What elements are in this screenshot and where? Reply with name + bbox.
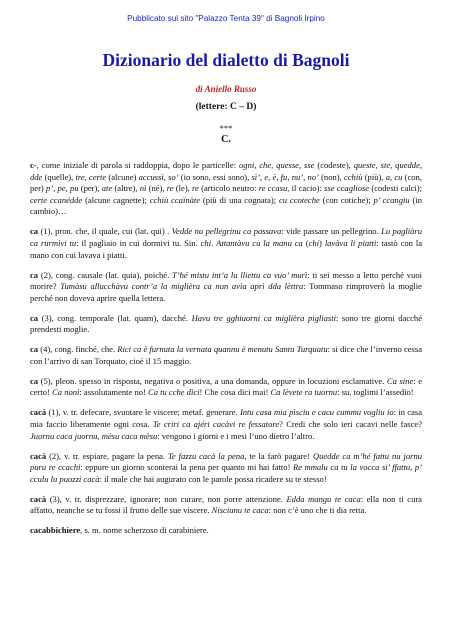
- headword: ca: [30, 269, 39, 280]
- example-text: Juornu caca juornu, mèsu caca mèsu: [30, 430, 158, 441]
- example-text: p’, pe, pu: [46, 183, 79, 194]
- definition-text: (né),: [146, 183, 167, 194]
- entry-cacabbichiere: [30, 525, 422, 537]
- example-text: chi: [308, 237, 320, 248]
- definition-text: , s. m. nome scherzoso di carabiniere.: [80, 525, 209, 536]
- definition-text: , il cacio):: [287, 183, 325, 194]
- example-text: Edda mangu te caca: [286, 493, 361, 504]
- definition-text: : si dice che l’inverno cessa con l’arrivo di san Torquato, cioè il 15 maggio.: [30, 344, 423, 366]
- example-text: lavàva li piatti: [324, 237, 377, 248]
- definition-text: .: [211, 237, 217, 248]
- example-text: Tumàsu allucchàvu contr’a la miglièra ca nun avìa aprì dda lèttra: [60, 281, 304, 292]
- definition-text: (3), cong. temporale (lat. quam), dacché.: [38, 312, 192, 323]
- entry-caca-1: [30, 407, 422, 442]
- definition-text: : non c’è uno che ti dia retta.: [268, 505, 367, 516]
- definition-text: : e certo!: [30, 375, 422, 398]
- example-text: Rici ca è furnuta la vernata quannu è menutu Santu Turquatu: [117, 344, 328, 355]
- section-letter: C.: [221, 134, 231, 145]
- definition-text: : ella non ti cura affatto, neanche se tu fossi il frutto delle sue viscere.: [30, 493, 422, 516]
- definition-text: : tastò con la mano con cui lavava i piatti.: [30, 237, 422, 260]
- definition-text: (2), v. tr. espiare, pagare la pena.: [46, 450, 168, 461]
- definition-text: : ti sei messo a letto perché vuoi morire?: [30, 269, 422, 292]
- definition-text: : il pagliaio in cui dormivi tu. Sin.: [76, 237, 201, 248]
- headword: cacabbichiere: [30, 525, 81, 536]
- letters-range: (lettere: C – D): [195, 102, 257, 112]
- separator: ***: [219, 123, 233, 133]
- headword: ca: [30, 375, 39, 386]
- definition-text: (io sono, essi sono),: [178, 171, 252, 182]
- entry-ca-5: [30, 376, 422, 399]
- example-text: Ca nonì: [52, 387, 80, 398]
- definition-text: : assolutamente no!: [79, 387, 148, 398]
- dictionary-entries: [30, 160, 422, 545]
- definition-text: (3), v. tr. disprezzare, ignorare; non curare, non porre attenzione.: [46, 493, 287, 504]
- example-text: Ca lèvete ra tuornu: [270, 387, 338, 398]
- example-text: sse ccagliose: [324, 183, 370, 194]
- definition-text: (con cotiche);: [319, 194, 374, 205]
- example-text: re: [166, 183, 174, 194]
- document-title: Dizionario del dialetto di Bagnoli: [102, 50, 350, 70]
- definition-text: : il male che hai augurato con le parole possa ricadere su te stesso!: [99, 473, 327, 484]
- example-text: certe ccanédde: [30, 194, 83, 205]
- definition-text: (1), v. tr. defecare, svuotare le viscere; metaf. generare.: [46, 407, 240, 418]
- definition-text: (articolo neutro:: [198, 183, 259, 194]
- example-text: Attantàvu cu la manu ca: [216, 237, 303, 248]
- example-text: tre, certe: [75, 171, 107, 182]
- headword: c-: [30, 160, 37, 170]
- definition-text: (quelle),: [42, 171, 76, 182]
- example-text: nì: [139, 183, 147, 194]
- example-text: cchiù: [343, 171, 363, 182]
- headword: ca: [30, 312, 39, 323]
- definition-text: : vide passare un pellegrino.: [281, 226, 382, 237]
- example-text: Havu tre gghiuorni ca miglièra pigliasti: [191, 312, 336, 323]
- example-text: re: [192, 183, 199, 194]
- headword: cacà: [30, 407, 47, 418]
- definition-text: (per),: [78, 183, 102, 194]
- example-text: Re mmalu ca tu la vocca si’ ffattu, p’ cculu lu puozzi cacà: [30, 462, 422, 484]
- headword: ca: [30, 344, 39, 355]
- example-text: Ca sine: [386, 375, 414, 386]
- definition-text: : vengono i giorni e i mesi l’uno dietro l’altro.: [157, 430, 315, 441]
- example-text: sì’, e, è, fu, nu’, no’: [251, 171, 319, 182]
- entry-ca-2: [30, 270, 422, 305]
- example-text: cu ccoteche: [278, 194, 320, 205]
- headword: ca: [30, 226, 39, 237]
- definition-text: : eppure un giorno sconterai la pena per quanto mi hai fatto!: [80, 462, 293, 473]
- definition-text: (5), pleon. spesso in risposta, negativa o positiva, a una domanda, oppure in locuzioni esclamative.: [38, 375, 387, 386]
- entry-caca-2: [30, 451, 422, 486]
- definition-text: ): [319, 237, 325, 248]
- example-text: queste, ste, quedde, dde: [30, 160, 422, 182]
- definition-text: (2), cong. causale (lat. quia), poiché.: [38, 269, 173, 280]
- entry-caca-3: [30, 494, 422, 517]
- definition-text: (più di una cognata);: [200, 194, 279, 205]
- definition-text: (alcune): [106, 171, 139, 182]
- definition-text: (1), pron. che, il quale, cui (lat. qui) .: [38, 226, 172, 237]
- example-text: Ca tu cche dìci: [148, 387, 200, 398]
- definition-text: (codeste),: [314, 160, 354, 170]
- example-text: a, cu: [385, 171, 403, 182]
- definition-text: (con, per): [30, 171, 422, 194]
- example-text: accussì, so’: [138, 171, 179, 182]
- example-text: Vedde nu pellegrinu ca passava: [171, 226, 282, 237]
- example-text: p’ ccangiu: [373, 194, 410, 205]
- example-text: chi: [200, 237, 212, 248]
- definition-text: : Tommaso rimproverò la moglie perché non doveva aprire quella lettera.: [30, 281, 422, 303]
- example-text: ogni, che, quesse, sse: [239, 160, 315, 170]
- example-text: ate: [101, 183, 113, 194]
- definition-text: (: [302, 237, 309, 248]
- example-text: Nisciunu te caca: [211, 505, 269, 516]
- entry-ca-3: [30, 313, 422, 336]
- definition-text: : su, toglimi l’assedio!: [337, 387, 414, 398]
- entry-c-intro: [30, 160, 422, 218]
- example-text: Te criri ca ajéri cacàvi re fessatore: [152, 419, 280, 430]
- definition-text: ? Credi che solo ieri cacavi nelle fasce?: [279, 419, 423, 430]
- author-line: di Aniello Russo: [195, 84, 257, 94]
- example-text: T’hé mistu int’a lu lliettu ca vuo’ murì: [172, 269, 308, 280]
- definition-text: (codesti calci);: [369, 183, 423, 194]
- definition-text: (alcune cagnette);: [82, 194, 150, 205]
- example-text: Intu casa mia pìsciu e cacu cummu vogliu io: [239, 407, 394, 418]
- definition-text: : sono tre giorni dacché prendesti moglie.: [30, 312, 422, 335]
- definition-text: (non),: [318, 171, 344, 182]
- headword: cacà: [30, 493, 47, 504]
- entry-ca-4: [30, 344, 422, 367]
- example-text: Te fazzu cacà la pena: [167, 450, 245, 461]
- example-text: Lu pagliàru ca rurmìvi tu: [30, 226, 422, 248]
- definition-text: (le),: [173, 183, 193, 194]
- definition-text: ! Che cosa dici mai!: [199, 387, 271, 398]
- definition-text: , come iniziale di parola si raddoppia, dopo le particelle:: [36, 160, 240, 170]
- definition-text: (più),: [362, 171, 386, 182]
- site-header: Pubblicato sul sito "Palazzo Tenta 39" di Bagnoli Irpino: [127, 14, 325, 23]
- headword: cacà: [30, 450, 47, 461]
- entry-ca-1: [30, 226, 422, 261]
- definition-text: (altre),: [112, 183, 140, 194]
- definition-text: , te la farò pagare!: [244, 450, 313, 461]
- example-text: re ccasu: [258, 183, 288, 194]
- definition-text: (4), cong. finché, che.: [38, 344, 118, 355]
- definition-text: (in cambio)…: [30, 194, 422, 217]
- example-text: cchiù ccaïnàte: [149, 194, 201, 205]
- example-text: Quedde ca m’hé fattu nu jornu puru re ccachi: [30, 450, 422, 473]
- definition-text: : in casa mia faccio liberamente ogni cosa.: [30, 407, 422, 430]
